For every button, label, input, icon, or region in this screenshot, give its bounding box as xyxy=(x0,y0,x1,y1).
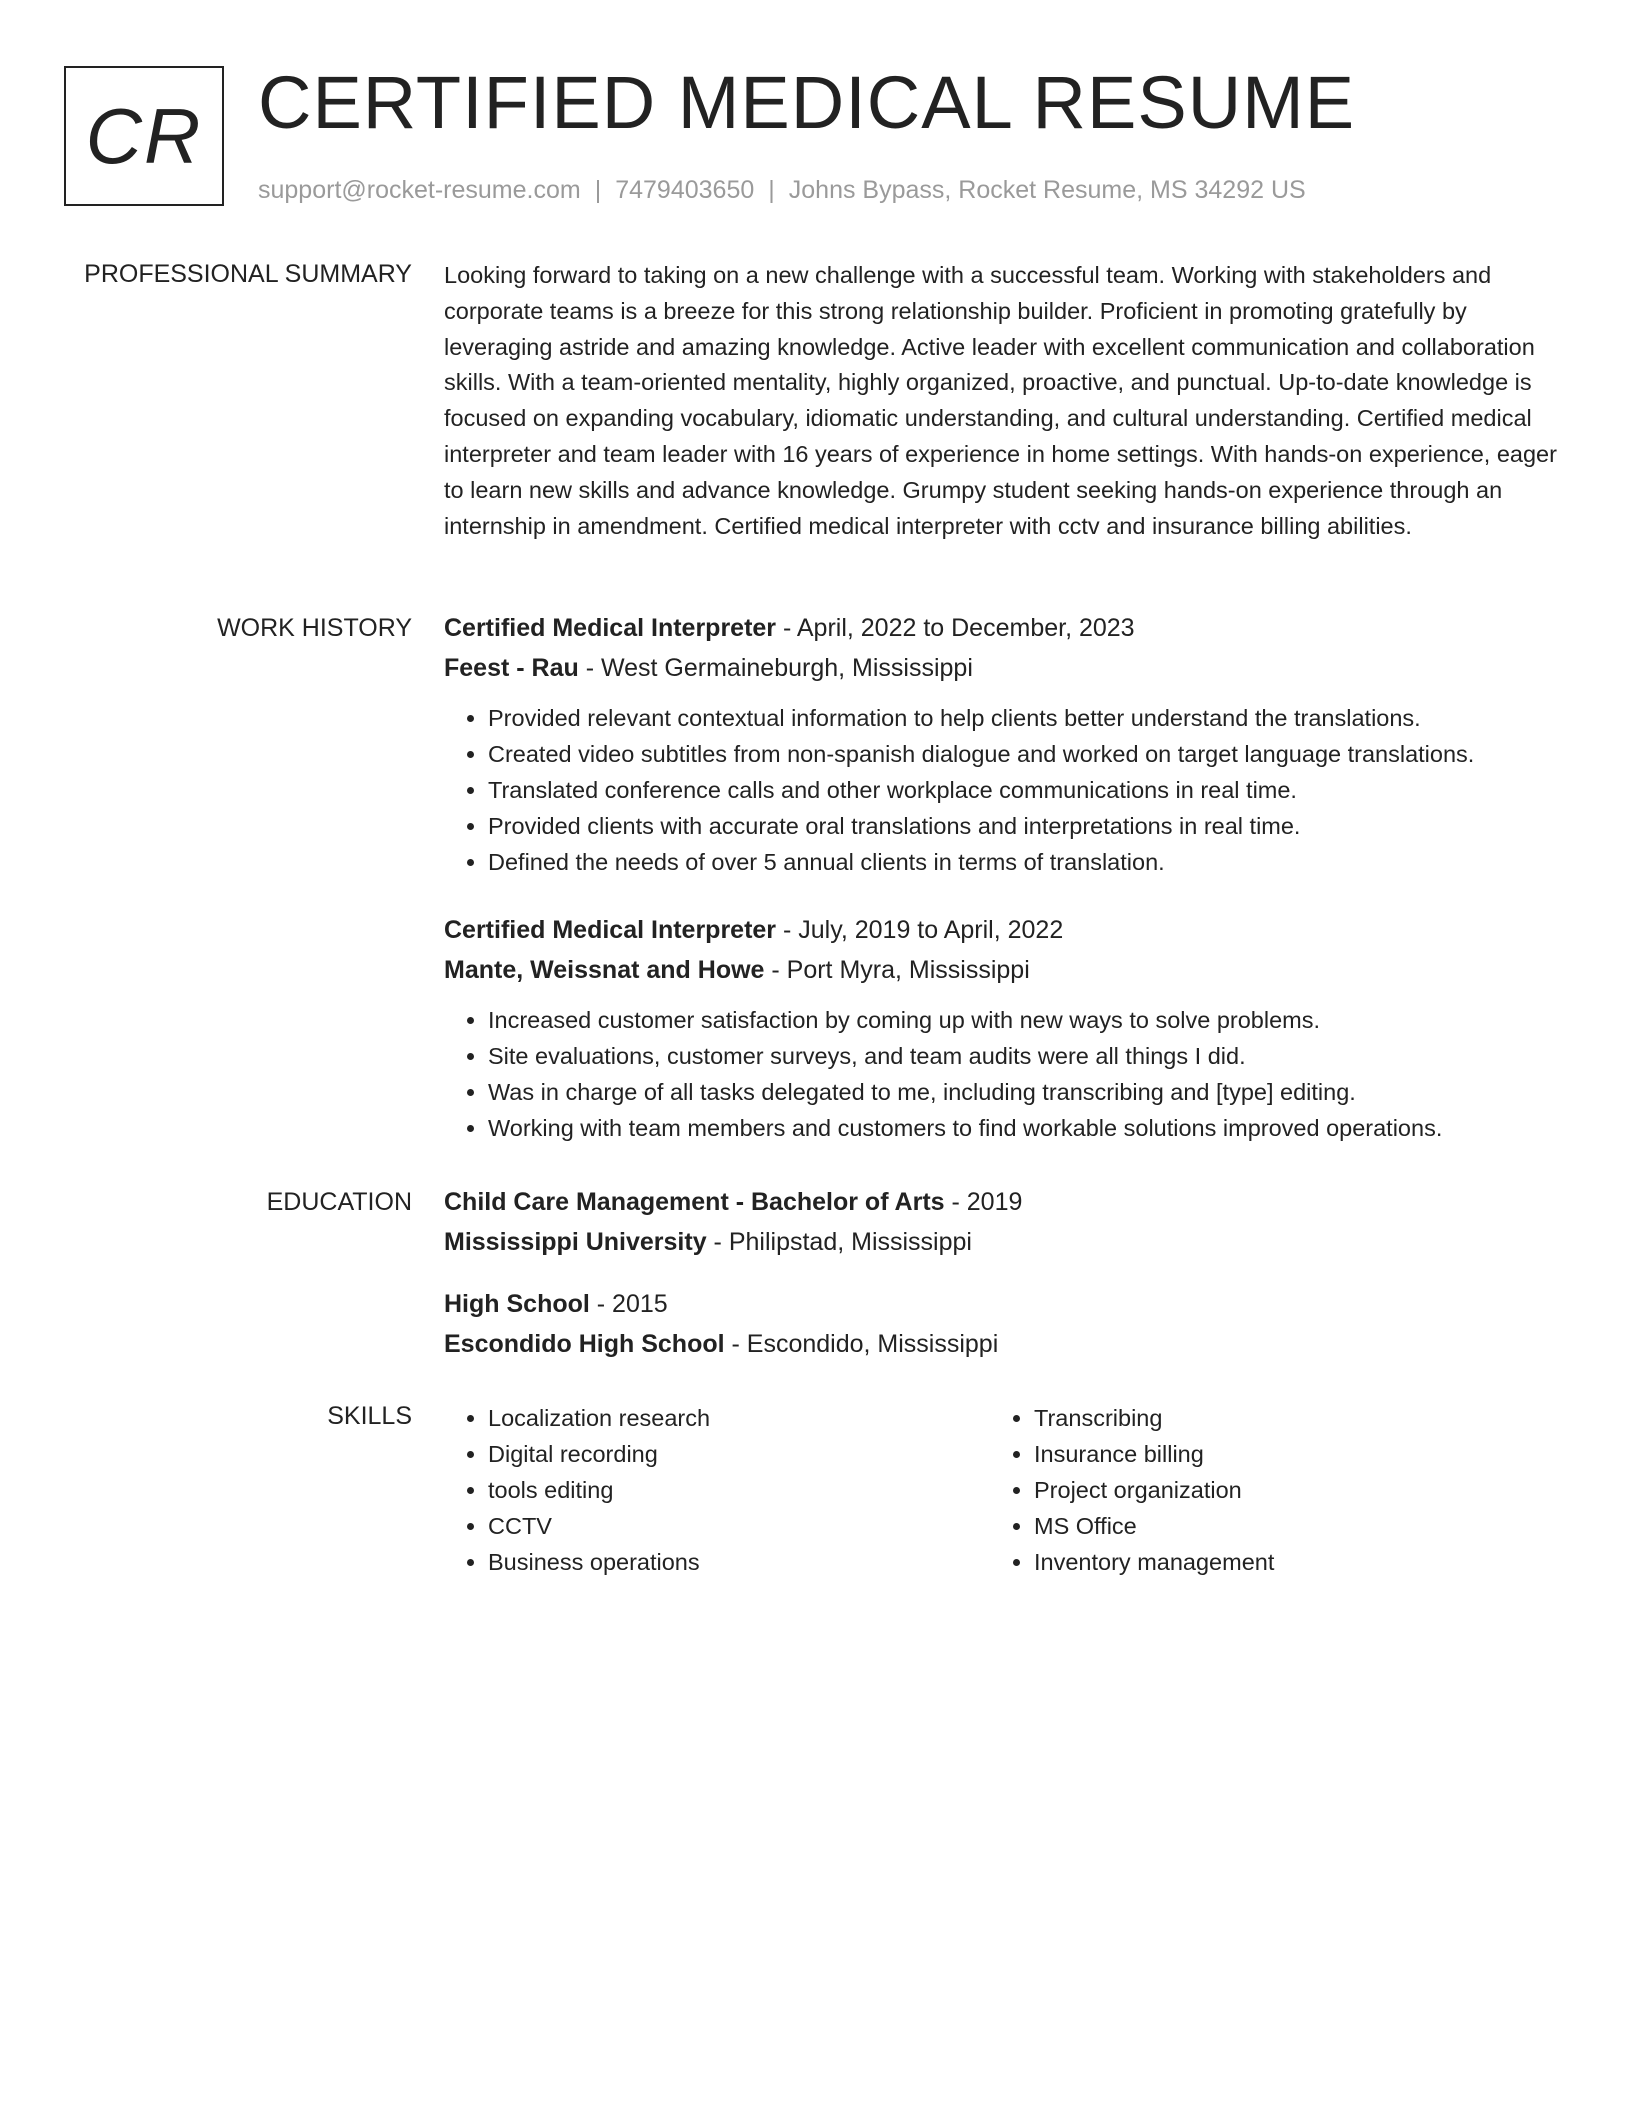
resume-title: CERTIFIED MEDICAL RESUME xyxy=(258,61,1356,144)
job-location: - Port Myra, Mississippi xyxy=(764,956,1030,984)
section-label-summary: PROFESSIONAL SUMMARY xyxy=(84,260,412,288)
education-school: Mississippi University xyxy=(444,1228,707,1256)
education-degree: High School xyxy=(444,1290,590,1318)
job-bullet: • Created video subtitles from non-spanish dialogue and worked on target language translations. xyxy=(488,736,1564,772)
skill-item: • Digital recording xyxy=(488,1436,990,1472)
skills-list xyxy=(990,1400,1536,1580)
skill-item: • MS Office xyxy=(1034,1508,1536,1544)
section-label-education: EDUCATION xyxy=(266,1188,412,1216)
job-bullet: • Provided clients with accurate oral translations and interpretations in real time. xyxy=(488,808,1564,844)
monogram-logo: CR xyxy=(64,66,224,206)
contact-phone: 7479403650 xyxy=(615,176,755,204)
education-location: - Escondido, Mississippi xyxy=(724,1330,999,1358)
section-label-work-history: WORK HISTORY xyxy=(217,614,412,642)
education-year: - 2019 xyxy=(944,1188,1023,1216)
contact-address: Johns Bypass, Rocket Resume, MS 34292 US xyxy=(788,176,1306,204)
education-degree: Child Care Management - Bachelor of Arts xyxy=(444,1188,945,1216)
skills-list xyxy=(444,1400,990,1580)
job-bullet: • Site evaluations, customer surveys, and team audits were all things I did. xyxy=(488,1038,1564,1074)
job-bullets xyxy=(444,1002,1564,1146)
skill-item: • Transcribing xyxy=(1034,1400,1536,1436)
job-company: Mante, Weissnat and Howe xyxy=(444,956,765,984)
skill-item: • Insurance billing xyxy=(1034,1436,1536,1472)
education-entry xyxy=(444,1288,1564,1360)
contact-line xyxy=(258,174,1306,206)
job-dates: - July, 2019 to April, 2022 xyxy=(776,916,1064,944)
skill-item: • Business operations xyxy=(488,1544,990,1580)
summary-text: Looking forward to taking on a new challenge with a successful team. Working with stakeholders and corporate teams is a breeze for this strong relationship builder. Proficient in promoting gratefully by leveraging astride and amazing knowledge. Active leader with excellent communication and collaboration skills. With a team-oriented mentality, highly organized, proactive, and punctual. Up-to-date knowledge is focused on expanding vocabulary, idiomatic understanding, and cultural understanding. Certified medical interpreter and team leader with 16 years of experience in home settings. With hands-on experience, eager to learn new skills and advance knowledge. Grumpy student seeking hands-on experience through an internship in amendment. Certified medical interpreter with cctv and insurance billing abilities. xyxy=(444,262,1557,539)
job-bullets xyxy=(444,700,1564,880)
job-dates: - April, 2022 to December, 2023 xyxy=(776,614,1135,642)
education-year: - 2015 xyxy=(589,1290,668,1318)
contact-email: support@rocket-resume.com xyxy=(258,176,581,204)
contact-separator: | xyxy=(768,176,775,204)
education-entry xyxy=(444,1186,1564,1258)
job-bullet: • Was in charge of all tasks delegated to me, including transcribing and [type] editing. xyxy=(488,1074,1564,1110)
job-bullet: • Increased customer satisfaction by coming up with new ways to solve problems. xyxy=(488,1002,1564,1038)
education-location: - Philipstad, Mississippi xyxy=(706,1228,972,1256)
job-bullet: • Provided relevant contextual information to help clients better understand the translations. xyxy=(488,700,1564,736)
job-bullet: • Defined the needs of over 5 annual clients in terms of translation. xyxy=(488,844,1564,880)
skill-item: • Inventory management xyxy=(1034,1544,1536,1580)
job-bullet: • Working with team members and customers to find workable solutions improved operations. xyxy=(488,1110,1564,1146)
job-location: - West Germaineburgh, Mississippi xyxy=(578,654,973,682)
skill-item: • tools editing xyxy=(488,1472,990,1508)
skill-item: • CCTV xyxy=(488,1508,990,1544)
section-label-skills: SKILLS xyxy=(327,1402,412,1430)
skills-column-left xyxy=(444,1400,990,1580)
job-title: Certified Medical Interpreter xyxy=(444,916,777,944)
job-bullet: • Translated conference calls and other workplace communications in real time. xyxy=(488,772,1564,808)
skill-item: • Localization research xyxy=(488,1400,990,1436)
job-company: Feest - Rau xyxy=(444,654,579,682)
skills-column-right xyxy=(990,1400,1536,1580)
job-entry xyxy=(444,914,1564,1146)
contact-separator: | xyxy=(594,176,602,204)
education-school: Escondido High School xyxy=(444,1330,725,1358)
skills-grid xyxy=(444,1400,1564,1580)
job-entry xyxy=(444,612,1564,880)
skill-item: • Project organization xyxy=(1034,1472,1536,1508)
job-title: Certified Medical Interpreter xyxy=(444,614,777,642)
